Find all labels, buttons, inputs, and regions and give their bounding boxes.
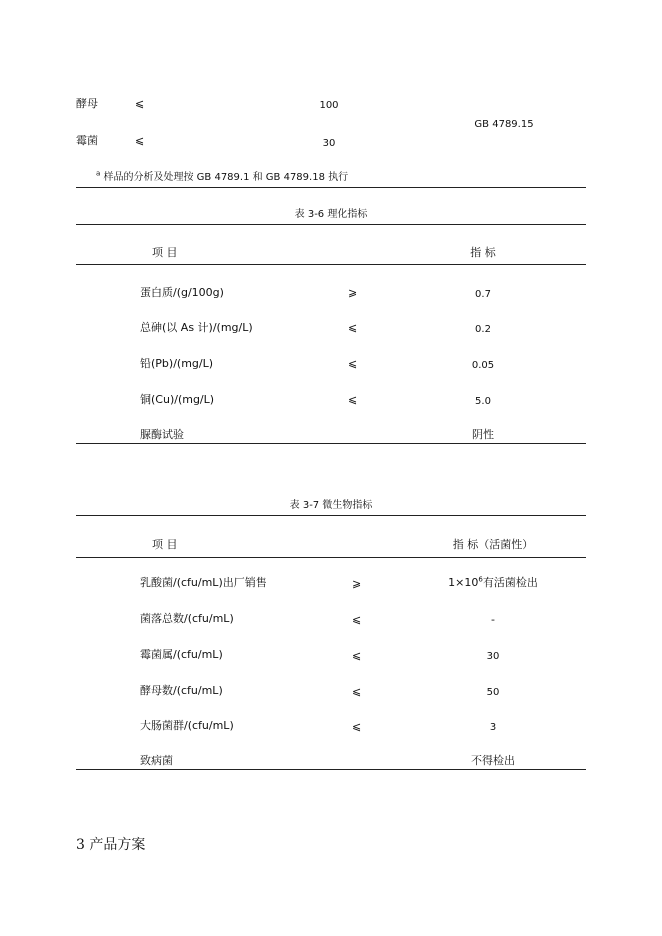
row-item: 乳酸菌/(cfu/mL)出厂销售	[140, 576, 267, 589]
header-rule	[76, 264, 586, 265]
header-item: 项 目	[152, 246, 178, 259]
header-value: 指 标	[470, 246, 496, 259]
footnote-text: 样品的分析及处理按 GB 4789.1 和 GB 4789.18 执行	[103, 172, 349, 183]
row-item: 霉菌属/(cfu/mL)	[140, 648, 223, 661]
row-value: 0.05	[471, 360, 495, 371]
row-item: 蛋白质/(g/100g)	[140, 286, 224, 299]
value-prefix: 1×10	[448, 576, 479, 589]
row-op: ⩽	[348, 321, 358, 334]
table-footnote	[96, 171, 348, 185]
row-op: ⩾	[352, 577, 362, 590]
table-caption: 表 3-6 理化指标	[294, 209, 368, 220]
top-row-value: 30	[322, 138, 336, 149]
value-exponent: 6	[478, 575, 483, 584]
test-method: GB 4789.15	[474, 119, 534, 130]
row-item: 致病菌	[140, 754, 173, 767]
row-value: -	[491, 613, 495, 626]
value-suffix: 有活菌检出	[482, 576, 538, 589]
top-row-item: 霉菌	[76, 134, 98, 147]
row-op: ⩽	[348, 357, 358, 370]
header-value: 指 标（活菌性）	[452, 538, 534, 551]
row-value: 5.0	[475, 396, 491, 407]
row-item: 酵母数/(cfu/mL)	[140, 684, 223, 697]
table-bottom-rule	[76, 769, 586, 770]
row-item: 脲酶试验	[140, 428, 184, 441]
top-row-value: 100	[319, 100, 339, 111]
row-op: ⩽	[348, 393, 358, 406]
row-item: 菌落总数/(cfu/mL)	[140, 612, 234, 625]
row-op: ⩽	[352, 685, 362, 698]
row-value: 0.7	[475, 289, 491, 300]
top-row-item: 酵母	[76, 97, 98, 110]
row-value	[448, 576, 538, 590]
header-item: 项 目	[152, 538, 178, 551]
top-row-op: ⩽	[135, 97, 145, 110]
table-bottom-rule	[76, 187, 586, 188]
row-op: ⩽	[352, 649, 362, 662]
footnote-mark: a	[96, 169, 101, 178]
table-bottom-rule	[76, 443, 586, 444]
row-value: 3	[489, 722, 497, 733]
row-value: 不得检出	[471, 754, 515, 767]
table-top-rule	[76, 224, 586, 225]
row-op: ⩽	[352, 720, 362, 733]
row-op: ⩾	[348, 286, 358, 299]
row-value: 50	[486, 687, 500, 698]
row-item: 铜(Cu)/(mg/L)	[140, 393, 215, 406]
row-item: 铅(Pb)/(mg/L)	[140, 357, 214, 370]
row-value: 30	[486, 651, 500, 662]
table-top-rule	[76, 515, 586, 516]
section-heading: 3 产品方案	[76, 837, 146, 853]
row-item: 总砷(以 As 计)/(mg/L)	[140, 321, 253, 334]
table-caption: 表 3-7 微生物指标	[289, 500, 373, 511]
top-row-op: ⩽	[135, 134, 145, 147]
row-op: ⩽	[352, 613, 362, 626]
row-value: 0.2	[475, 324, 491, 335]
row-value: 阴性	[472, 428, 494, 441]
row-item: 大肠菌群/(cfu/mL)	[140, 719, 234, 732]
header-rule	[76, 557, 586, 558]
